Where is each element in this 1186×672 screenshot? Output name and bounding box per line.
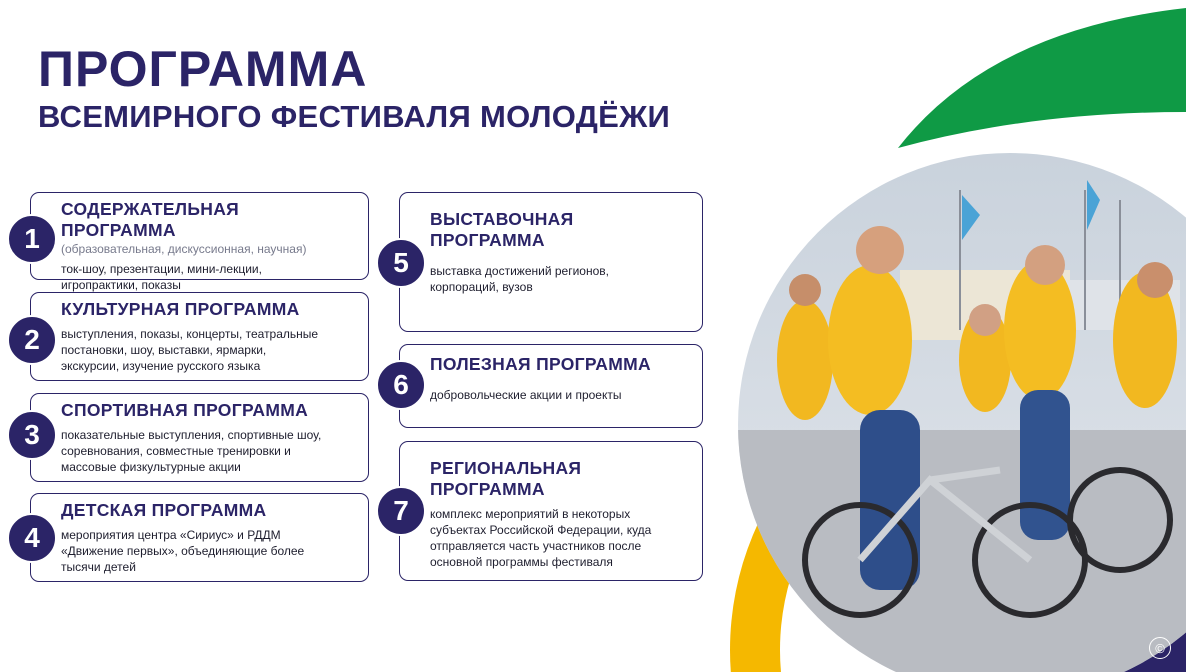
program-card-1 <box>30 192 369 292</box>
program-description: ток-шоу, презентации, мини-лекции, игропрактики, показы <box>61 262 262 292</box>
program-title: ПОЛЕЗНАЯ ПРОГРАММА <box>430 354 651 374</box>
program-description: комплекс мероприятий в некоторых субъектах Российской Федерации, куда отправляется часть участников после основной программы фестиваля <box>430 507 652 569</box>
program-title: СПОРТИВНАЯ ПРОГРАММА <box>61 400 309 420</box>
program-card-7 <box>399 441 703 581</box>
program-card-5 <box>399 192 703 332</box>
program-description: мероприятия центра «Сириус» и РДДМ «Движение первых», объединяющие более тысячи детей <box>61 528 305 574</box>
festival-volunteers-photo <box>738 150 1186 672</box>
program-number-5: 5 <box>376 238 426 288</box>
program-card-2 <box>30 292 369 381</box>
program-number-4: 4 <box>7 513 57 563</box>
program-description: показательные выступления, спортивные шоу, соревнования, совместные тренировки и массовые физкультурные акции <box>61 428 322 474</box>
program-number-6: 6 <box>376 360 426 410</box>
page-title: ПРОГРАММА <box>38 41 368 97</box>
green-shape <box>898 8 1186 148</box>
page-subtitle: ВСЕМИРНОГО ФЕСТИВАЛЯ МОЛОДЁЖИ <box>38 99 671 134</box>
program-title: ВЫСТАВОЧНАЯ ПРОГРАММА <box>430 209 574 250</box>
program-number-1: 1 <box>7 214 57 264</box>
program-number-3: 3 <box>7 410 57 460</box>
copyright-icon: © <box>1149 637 1171 659</box>
program-card-3 <box>30 393 369 482</box>
program-description: выставка достижений регионов, корпораций, вузов <box>430 264 609 294</box>
program-number-7: 7 <box>376 486 426 536</box>
program-title: СОДЕРЖАТЕЛЬНАЯ ПРОГРАММА <box>61 199 240 240</box>
program-note: (образовательная, дискуссионная, научная) <box>61 242 307 256</box>
program-description: добровольческие акции и проекты <box>430 388 622 402</box>
program-number-2: 2 <box>7 315 57 365</box>
program-description: выступления, показы, концерты, театральные постановки, шоу, выставки, ярмарки, экскурсии, изучение русского языка <box>61 327 319 373</box>
program-title: РЕГИОНАЛЬНАЯ ПРОГРАММА <box>430 458 582 499</box>
program-title: КУЛЬТУРНАЯ ПРОГРАММА <box>61 299 300 319</box>
program-title: ДЕТСКАЯ ПРОГРАММА <box>61 500 267 520</box>
program-card-4 <box>30 493 369 582</box>
program-card-6 <box>399 344 703 428</box>
